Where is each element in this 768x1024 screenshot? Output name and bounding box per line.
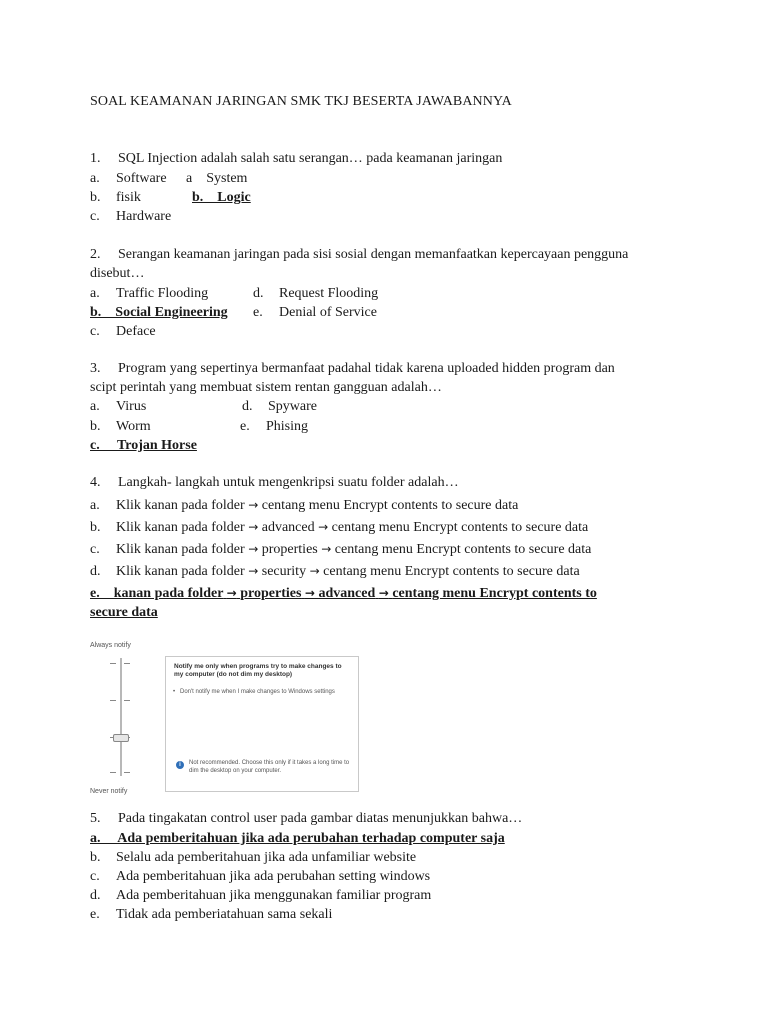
question-3-line-1 — [90, 360, 615, 378]
slider-tick — [124, 772, 130, 773]
q2-option-c — [90, 323, 156, 341]
arrow-right-icon: → — [321, 542, 332, 556]
info-shield-icon: i — [176, 761, 184, 769]
question-1 — [90, 150, 502, 168]
q2-option-e — [253, 304, 377, 322]
option-label: b. — [90, 520, 101, 535]
arrow-right-icon: → — [248, 520, 259, 534]
option-label: d. — [253, 286, 264, 301]
uac-description-heading: Notify me only when programs try to make changes to my computer (do not dim my desktop) — [174, 663, 342, 678]
q2-option-d — [253, 285, 378, 303]
document-title: SOAL KEAMANAN JARINGAN SMK TKJ BESERTA JAWABANNYA — [90, 94, 512, 109]
q3-option-e — [240, 418, 308, 436]
option-label: a. — [90, 399, 100, 414]
option-label: c. — [90, 869, 100, 884]
question-2-line-1 — [90, 246, 628, 264]
option-text: Traffic Flooding — [116, 286, 209, 301]
option-text: fisik — [116, 190, 141, 205]
slider-tick — [110, 663, 116, 664]
q1-option-a — [90, 170, 248, 188]
q5-option-e — [90, 906, 332, 924]
uac-slider-thumb[interactable] — [113, 734, 129, 742]
q1-answer: b. Logic — [192, 190, 251, 205]
option-label: e. — [240, 419, 250, 434]
option-label: d. — [242, 399, 253, 414]
option-text: Klik kanan pada folder — [116, 564, 245, 579]
option-text: Selalu ada pemberitahuan jika ada unfamiliar website — [116, 850, 417, 865]
q3-option-c — [90, 437, 197, 455]
q5-option-a — [90, 830, 505, 848]
option-text: properties — [240, 586, 302, 601]
question-4-text: 4. Langkah- langkah untuk mengenkripsi suatu folder adalah… — [90, 475, 459, 490]
q5-option-c — [90, 868, 430, 886]
arrow-right-icon: → — [248, 542, 259, 556]
never-notify-label: Never notify — [90, 788, 128, 795]
arrow-right-icon: → — [304, 586, 315, 600]
question-3-line-2 — [90, 379, 442, 397]
slider-tick — [124, 663, 130, 664]
option-label: c. — [90, 209, 100, 224]
question-2-line-2 — [90, 265, 144, 283]
option-text: e. kanan pada folder — [90, 586, 224, 601]
option-text: advanced — [318, 586, 376, 601]
q2-option-b — [90, 304, 377, 322]
q4-answer-cont — [90, 604, 158, 622]
arrow-right-icon: → — [248, 564, 259, 578]
option-text: advanced — [261, 520, 315, 535]
option-text: Tidak ada pemberiatahuan sama sekali — [116, 907, 333, 922]
arrow-right-icon: → — [248, 498, 259, 512]
q1-option-a2 — [186, 170, 247, 188]
option-label: d. — [90, 888, 101, 903]
question-3-text: scipt perintah yang membuat sistem rentan gangguan adalah… — [90, 380, 442, 395]
q3-answer: c. Trojan Horse — [90, 438, 197, 453]
option-label: a. — [90, 498, 100, 513]
option-text: Request Flooding — [279, 286, 379, 301]
option-text: Phising — [266, 419, 309, 434]
option-text: Spyware — [268, 399, 317, 414]
question-5-text: 5. Pada tingakatan control user pada gambar diatas menunjukkan bahwa… — [90, 811, 523, 826]
option-text: Worm — [116, 419, 151, 434]
q5-answer: a. Ada pemberitahuan jika ada perubahan terhadap computer saja — [90, 831, 505, 846]
option-label: a — [186, 171, 193, 186]
option-text: centang menu Encrypt contents to secure data — [334, 542, 592, 557]
uac-slider-track — [120, 658, 122, 776]
option-text: Denial of Service — [279, 305, 377, 320]
option-text: Klik kanan pada folder — [116, 542, 245, 557]
q4-option-b — [90, 518, 588, 537]
option-label: a. — [90, 171, 100, 186]
q5-option-d — [90, 887, 431, 905]
option-label: a. — [90, 286, 100, 301]
question-1-text: 1. SQL Injection adalah salah satu serangan… pada keamanan jaringan — [90, 151, 503, 166]
uac-description-box — [165, 656, 359, 792]
q3-option-b — [90, 418, 309, 436]
q3-option-d — [242, 398, 317, 416]
option-label: c. — [90, 324, 100, 339]
uac-description-bullet: • Don't notify me when I make changes to Windows settings — [180, 689, 350, 697]
arrow-right-icon: → — [309, 564, 320, 578]
option-label: c. — [90, 542, 100, 557]
option-text: centang menu Encrypt contents to secure data — [323, 564, 580, 579]
arrow-right-icon: → — [378, 586, 389, 600]
slider-tick — [124, 700, 130, 701]
option-text: Software — [116, 171, 167, 186]
option-text: secure data — [90, 605, 158, 620]
q1-option-b — [90, 189, 251, 207]
option-text: Klik kanan pada folder — [116, 498, 245, 513]
option-text: Klik kanan pada folder — [116, 520, 245, 535]
option-text: Ada pemberitahuan jika ada perubahan setting windows — [116, 869, 431, 884]
option-text: Virus — [116, 399, 147, 414]
slider-tick — [110, 700, 116, 701]
option-label: d. — [90, 564, 101, 579]
question-2-text: disebut… — [90, 266, 145, 281]
question-2-text: 2. Serangan keamanan jaringan pada sisi sosial dengan memanfaatkan kepercayaan pengguna — [90, 247, 629, 262]
uac-warning-text: Not recommended. Choose this only if it takes a long time to dim the desktop on your computer. — [189, 760, 350, 774]
option-label: b. — [90, 850, 101, 865]
option-label: b. — [90, 419, 101, 434]
option-label: b. — [90, 190, 101, 205]
q2-answer: b. Social Engineering — [90, 305, 228, 320]
arrow-right-icon: → — [226, 586, 237, 600]
q4-answer — [90, 584, 597, 603]
q4-option-d — [90, 562, 580, 581]
option-text: centang menu Encrypt contents to secure data — [331, 520, 589, 535]
question-3-text: 3. Program yang sepertinya bermanfaat padahal tidak karena uploaded hidden program dan — [90, 361, 615, 376]
option-text: Hardware — [116, 209, 172, 224]
option-text: Ada pemberitahuan jika menggunakan familiar program — [116, 888, 432, 903]
option-text: System — [206, 171, 248, 186]
option-text: centang menu Encrypt contents to — [392, 586, 597, 601]
question-5 — [90, 810, 522, 828]
q2-option-a — [90, 285, 379, 303]
option-text: centang menu Encrypt contents to secure data — [261, 498, 519, 513]
slider-tick — [110, 772, 116, 773]
always-notify-label: Always notify — [90, 642, 131, 649]
q4-option-c — [90, 540, 591, 559]
q5-option-b — [90, 849, 416, 867]
option-text: properties — [261, 542, 318, 557]
q3-option-a — [90, 398, 317, 416]
option-text: Deface — [116, 324, 156, 339]
question-4 — [90, 474, 459, 492]
q4-option-a — [90, 496, 518, 515]
option-text: security — [261, 564, 307, 579]
uac-settings-figure — [90, 638, 365, 800]
q1-option-c — [90, 208, 171, 226]
arrow-right-icon: → — [318, 520, 329, 534]
option-label: e. — [253, 305, 263, 320]
option-label: e. — [90, 907, 100, 922]
